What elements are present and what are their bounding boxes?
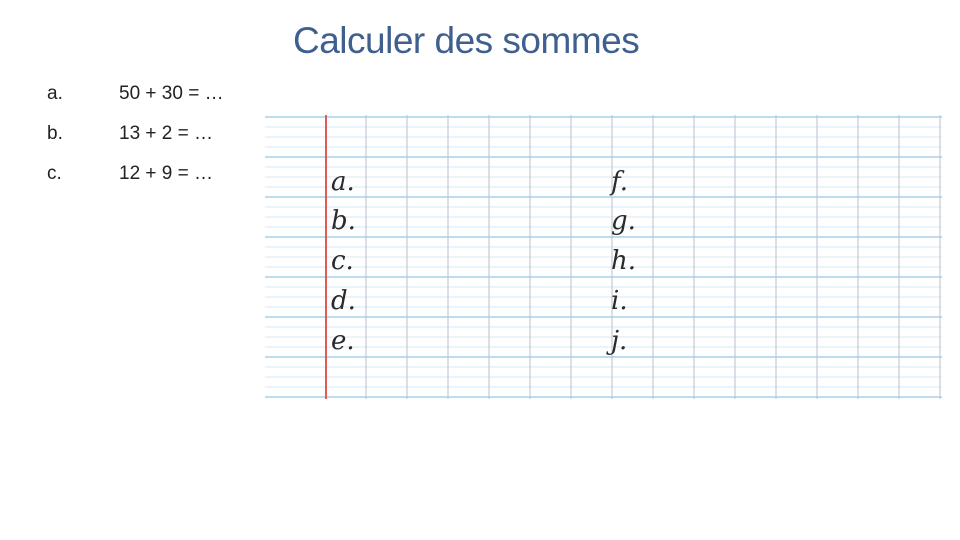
exercise-letter: a. — [47, 83, 63, 104]
exercise-letter: c. — [47, 163, 62, 184]
exercise-text: 13 + 2 = … — [119, 123, 214, 144]
cursive-label-a: a. — [331, 167, 355, 197]
exercise-letter: b. — [47, 123, 63, 144]
page-title: Calculer des sommes — [293, 20, 640, 61]
cursive-label-i: i. — [611, 286, 628, 316]
cursive-label-j: j. — [611, 326, 628, 356]
exercise-text: 50 + 30 = … — [119, 83, 224, 104]
notebook-grid — [265, 115, 942, 399]
cursive-label-e: e. — [331, 326, 355, 356]
cursive-label-b: b. — [331, 206, 356, 236]
cursive-label-g: g. — [611, 206, 636, 236]
cursive-label-f: f. — [611, 167, 628, 197]
cursive-label-d: d. — [331, 286, 356, 316]
exercise-text: 12 + 9 = … — [119, 163, 214, 184]
cursive-label-c: c. — [331, 246, 354, 276]
cursive-label-h: h. — [611, 246, 637, 276]
notebook-paper — [265, 115, 942, 399]
